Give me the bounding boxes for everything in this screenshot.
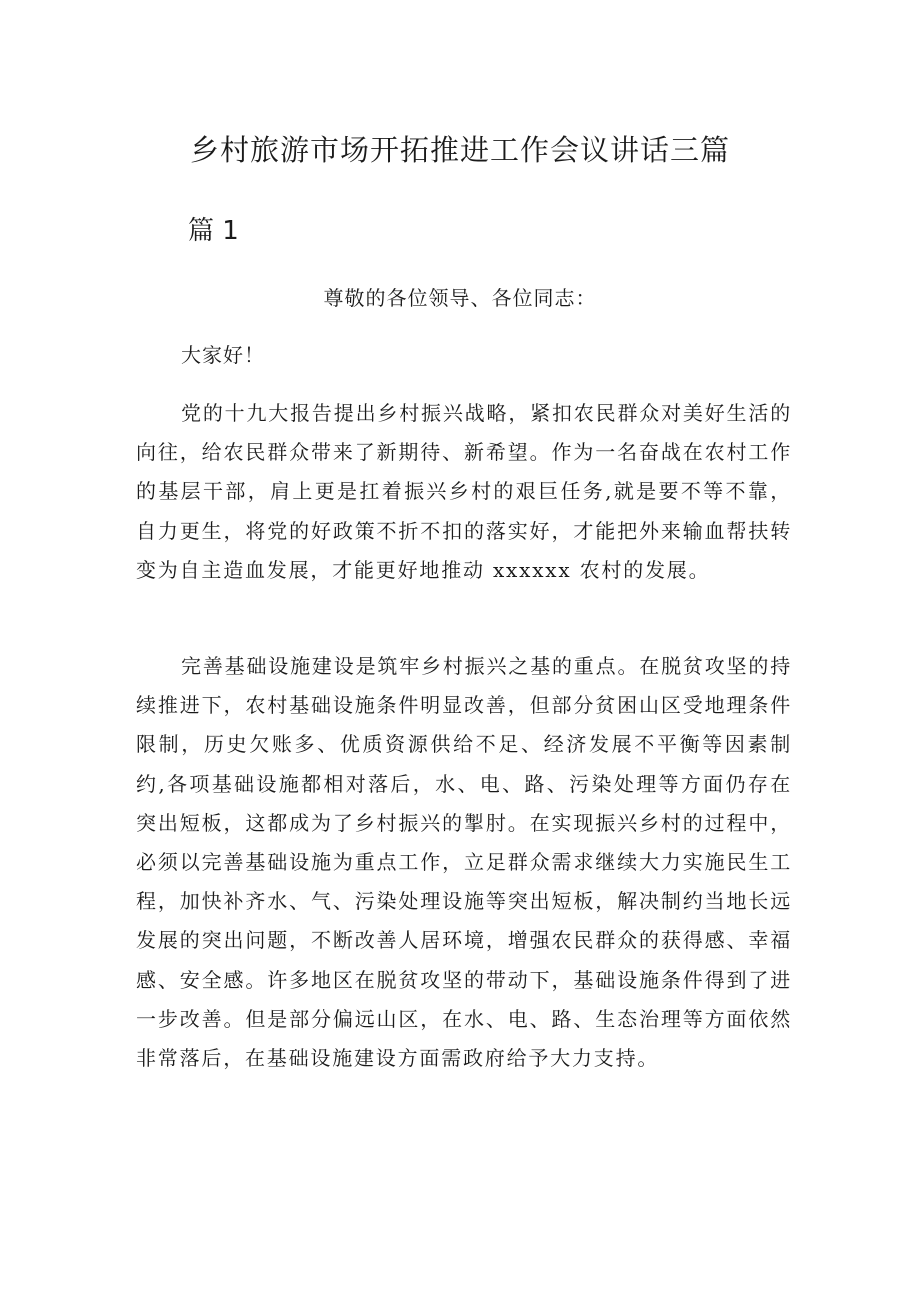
body-paragraph: 完善基础设施建设是筑牢乡村振兴之基的重点。在脱贫攻坚的持续推进下，农村基础设施条件明显改善，但部分贫困山区受地理条件限制，历史欠账多、优质资源供给不足、经济发展不平衡等因素制约,各项基础设施都相对落后，水、电、路、污染处理等方面仍存在突出短板，这都成为了乡村振兴的掣肘。在实现振兴乡村的过程中，必须以完善基础设施为重点工作，立足群众需求继续大力实施民生工程，加快补齐水、气、污染处理设施等突出短板，解决制约当地长远发展的突出问题，不断改善人居环境，增强农民群众的获得感、幸福感、安全感。许多地区在脱贫攻坚的带动下，基础设施条件得到了进一步改善。但是部分偏远山区，在水、电、路、生态治理等方面依然非常落后，在基础设施建设方面需政府给予大力支持。	[136, 654, 792, 1071]
body-paragraph: 党的十九大报告提出乡村振兴战略，紧扣农民群众对美好生活的向往，给农民群众带来了新期待、新希望。作为一名奋战在农村工作的基层干部，肩上更是扛着振兴乡村的艰巨任务,就是要不等不靠，自力更生，将党的好政策不折不扣的落实好，才能把外来输血帮扶转变为自主造血发展，才能更好地推动 xxxxxx 农村的发展。	[136, 401, 792, 582]
greeting: 大家好！	[181, 343, 265, 367]
document-title: 乡村旅游市场开拓推进工作会议讲话三篇	[189, 133, 730, 167]
salutation: 尊敬的各位领导、各位同志：	[323, 286, 597, 310]
section-heading: 篇 1	[188, 216, 239, 246]
